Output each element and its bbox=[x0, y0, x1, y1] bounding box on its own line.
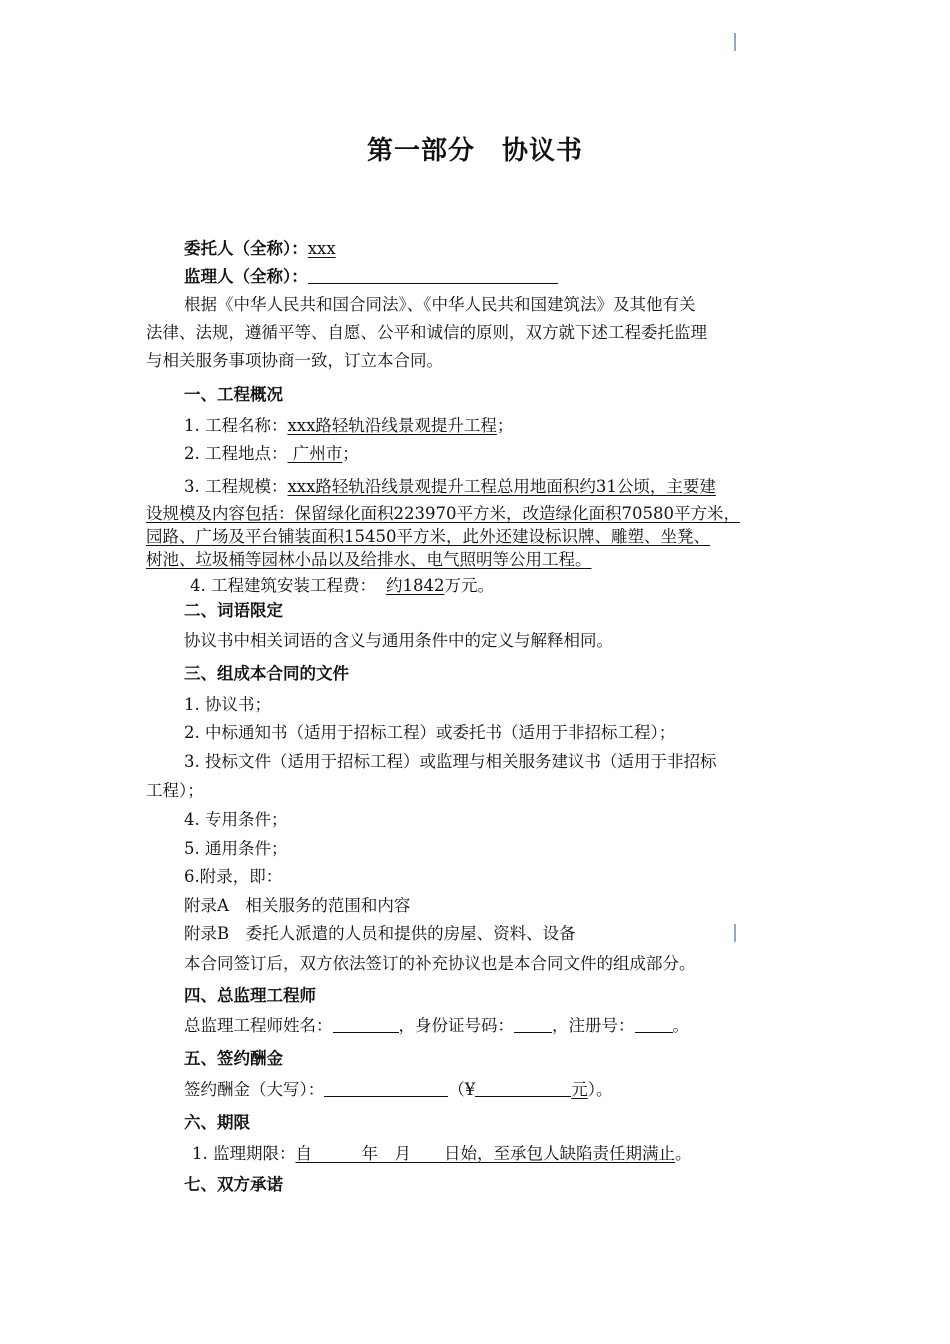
doc-item-3-cont: 工程）； bbox=[146, 781, 204, 800]
fee-line bbox=[184, 1079, 613, 1101]
chief-engineer-line bbox=[184, 1015, 689, 1037]
doc-item-3: 3. 投标文件（适用于招标工程）或监理与相关服务建议书（适用于非招标 bbox=[184, 752, 717, 771]
doc-item-4: 4. 专用条件； bbox=[184, 810, 288, 829]
project-location-label: 2. 工程地点： bbox=[184, 444, 288, 463]
project-scale-text-3: 园路、广场及平台铺装面积15450平方米，此外还建设标识牌、雕塑、坐凳、 bbox=[146, 527, 710, 546]
project-name-line bbox=[184, 415, 513, 437]
supervisor-blank bbox=[308, 267, 558, 284]
chief-engineer-reg-blank bbox=[635, 1016, 673, 1033]
project-scale-line-1 bbox=[184, 476, 716, 498]
supervisor-label: 监理人（全称）： bbox=[184, 267, 308, 286]
client-label: 委托人（全称）： bbox=[184, 239, 308, 258]
section-7-heading: 七、双方承诺 bbox=[184, 1175, 283, 1194]
margin-mark-top bbox=[734, 33, 736, 51]
project-fee-label: 4. 工程建筑安装工程费： bbox=[190, 576, 376, 595]
project-location-line bbox=[184, 443, 359, 465]
fee-unit: 元 bbox=[571, 1080, 588, 1099]
intro-line-1: 根据《中华人民共和国合同法》、《中华人民共和国建筑法》及其他有关 bbox=[184, 295, 696, 314]
doc-item-6: 6.附录，即： bbox=[184, 867, 283, 886]
section-4-heading: 四、总监理工程师 bbox=[184, 986, 316, 1005]
project-name-end: ； bbox=[496, 416, 514, 435]
project-fee-line bbox=[190, 575, 494, 597]
chief-engineer-end: 。 bbox=[672, 1016, 689, 1035]
client-line bbox=[184, 238, 336, 260]
section-3-heading: 三、组成本合同的文件 bbox=[184, 664, 349, 683]
section-1-heading: 一、工程概况 bbox=[184, 385, 283, 404]
appendix-a: 附录A 相关服务的范围和内容 bbox=[184, 896, 411, 915]
fee-words-blank bbox=[324, 1080, 448, 1097]
fee-label: 签约酬金（大写）： bbox=[184, 1080, 325, 1099]
project-scale-label: 3. 工程规模： bbox=[184, 477, 288, 496]
project-name-value: xxx路轻轨沿线景观提升工程 bbox=[287, 416, 497, 435]
fee-paren-open: （¥ bbox=[448, 1080, 476, 1099]
fee-paren-close: ）。 bbox=[587, 1080, 613, 1099]
client-value: xxx bbox=[307, 239, 336, 258]
section-2-text: 协议书中相关词语的含义与通用条件中的定义与解释相同。 bbox=[184, 631, 613, 650]
project-name-label: 1. 工程名称： bbox=[184, 416, 288, 435]
margin-mark-middle bbox=[734, 924, 736, 942]
supervisor-line bbox=[184, 266, 558, 288]
project-scale-text-2: 设规模及内容包括：保留绿化面积223970平方米，改造绿化面积70580平方米， bbox=[146, 504, 740, 523]
section-5-heading: 五、签约酬金 bbox=[184, 1049, 283, 1068]
period-line bbox=[192, 1143, 692, 1165]
project-scale-text-1: xxx路轻轨沿线景观提升工程总用地面积约31公顷，主要建 bbox=[287, 477, 716, 496]
section-2-heading: 二、词语限定 bbox=[184, 601, 283, 620]
chief-engineer-id-label: ，身份证号码： bbox=[398, 1016, 514, 1035]
period-end: 。 bbox=[675, 1144, 692, 1163]
project-fee-value: 约1842 bbox=[386, 576, 445, 595]
page-title: 第一部分 协议书 bbox=[366, 136, 583, 166]
intro-line-2: 法律、法规，遵循平等、自愿、公平和诚信的原则，双方就下述工程委托监理 bbox=[146, 323, 707, 342]
supplement-note: 本合同签订后，双方依法签订的补充协议也是本合同文件的组成部分。 bbox=[184, 954, 696, 973]
doc-item-2: 2. 中标通知书（适用于招标工程）或委托书（适用于非招标工程）； bbox=[184, 723, 676, 742]
doc-item-5: 5. 通用条件； bbox=[184, 839, 288, 858]
project-location-value: 广州市 bbox=[287, 444, 343, 463]
period-value: 自 年 月 日始，至承包人缺陷责任期满止 bbox=[295, 1144, 675, 1163]
chief-engineer-name-blank bbox=[333, 1016, 399, 1033]
section-6-heading: 六、期限 bbox=[184, 1113, 250, 1132]
chief-engineer-reg-label: ，注册号： bbox=[552, 1016, 635, 1035]
chief-engineer-name-label: 总监理工程师姓名： bbox=[184, 1016, 333, 1035]
project-location-end: ； bbox=[342, 444, 359, 463]
project-scale-text-4: 树池、垃圾桶等园林小品以及给排水、电气照明等公用工程。 bbox=[146, 550, 592, 569]
appendix-b: 附录B 委托人派遣的人员和提供的房屋、资料、设备 bbox=[184, 924, 576, 943]
chief-engineer-id-blank bbox=[514, 1016, 552, 1033]
fee-amount-blank bbox=[475, 1080, 571, 1097]
project-fee-unit: 万元。 bbox=[444, 576, 494, 595]
period-label: 1. 监理期限： bbox=[192, 1144, 296, 1163]
doc-item-1: 1. 协议书； bbox=[184, 695, 271, 714]
intro-line-3: 与相关服务事项协商一致，订立本合同。 bbox=[146, 351, 443, 370]
